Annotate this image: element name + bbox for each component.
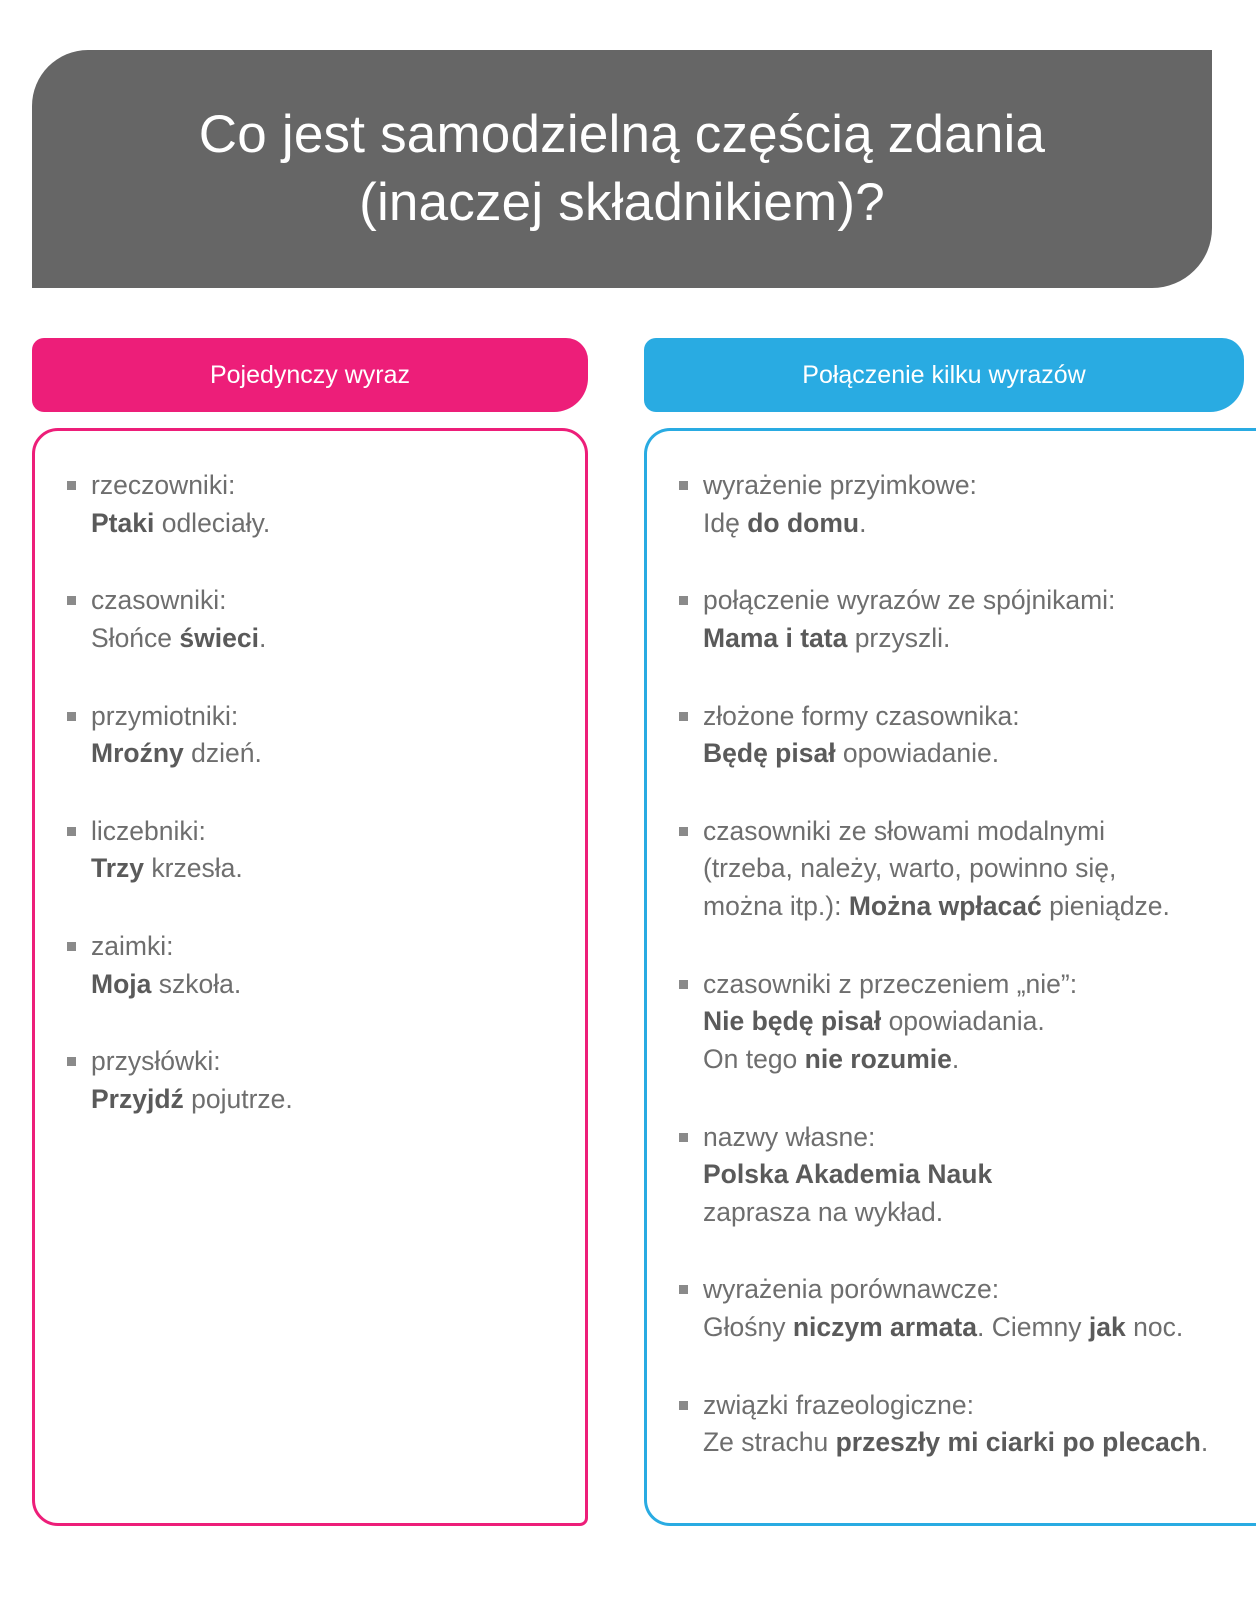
column-header-single-word: Pojedynczy wyraz [32, 338, 588, 412]
square-bullet-icon [67, 481, 76, 490]
page-title [199, 101, 1045, 237]
list-item-example: Przyjdź pojutrze. [91, 1083, 293, 1114]
list-item-example: Głośny niczym armata. Ciemny jak noc. [703, 1312, 1184, 1342]
list-item-example: Moja szkoła. [91, 968, 242, 999]
list-item-label: przymiotniki: [91, 700, 239, 731]
square-bullet-icon [67, 712, 76, 721]
list-item-label: wyrażenia porównawcze: [703, 1274, 1000, 1305]
list-item-label: nazwy własne: [703, 1121, 876, 1152]
list-item [677, 582, 1256, 657]
list-item [677, 467, 1256, 542]
single-word-list [65, 467, 567, 1119]
page-title-line-1: Co jest samodzielną częścią zdania [198, 105, 1046, 165]
column-header-word-group: Połączenie kilku wyrazów [644, 338, 1244, 412]
page-title-line-2: (inaczej składnikiem)? [359, 173, 885, 232]
list-item [65, 582, 567, 657]
list-item-example: Słońce świeci. [91, 622, 267, 653]
square-bullet-icon [679, 712, 688, 721]
square-bullet-icon [679, 1133, 688, 1142]
square-bullet-icon [679, 596, 688, 605]
list-item-label: przysłówki: [91, 1046, 221, 1077]
square-bullet-icon [679, 827, 688, 836]
list-item-example: Ze strachu przeszły mi ciarki po plecach. [703, 1427, 1209, 1458]
list-item-label: liczebniki: [91, 815, 206, 846]
list-item [65, 813, 567, 888]
list-item [677, 1387, 1256, 1462]
list-item [65, 928, 567, 1003]
list-item-label: rzeczowniki: [91, 470, 236, 500]
list-item [677, 698, 1256, 773]
square-bullet-icon [679, 1401, 688, 1410]
title-banner [32, 50, 1212, 288]
list-item [677, 1271, 1256, 1346]
square-bullet-icon [67, 827, 76, 836]
list-item-label: czasowniki: [91, 585, 227, 616]
square-bullet-icon [67, 942, 76, 951]
list-item-label: wyrażenie przyimkowe: [703, 470, 977, 500]
list-item [677, 1119, 1256, 1232]
list-item-example: Nie będę pisał opowiadania. On tego nie rozumie. [703, 1006, 1045, 1074]
square-bullet-icon [679, 481, 688, 490]
list-item-example: można itp.): Można wpłacać pieniądze. [703, 891, 1170, 921]
list-item [65, 698, 567, 773]
list-item-label: złożone formy czasownika: [703, 700, 1020, 731]
list-item-example: Trzy krzesła. [91, 853, 243, 884]
list-item-label: czasowniki ze słowami modalnymi (trzeba, należy, warto, powinno się, [703, 815, 1117, 884]
list-item-label: czasowniki z przeczeniem „nie”: [703, 968, 1078, 999]
list-item-label: związki frazeologiczne: [703, 1389, 975, 1420]
list-item [65, 1043, 567, 1118]
list-item-example: Będę pisał opowiadanie. [703, 738, 1000, 769]
square-bullet-icon [67, 1057, 76, 1066]
list-item [65, 467, 567, 542]
word-group-list [677, 467, 1256, 1462]
list-item [677, 813, 1256, 926]
list-item [677, 966, 1256, 1079]
column-body-single-word [32, 428, 588, 1526]
list-item-example: Mama i tata przyszli. [703, 622, 951, 653]
list-item-label: połączenie wyrazów ze spójnikami: [703, 585, 1116, 616]
list-item-example: Idę do domu. [703, 507, 867, 538]
list-item-label: zaimki: [91, 931, 174, 961]
column-body-word-group [644, 428, 1256, 1526]
square-bullet-icon [67, 596, 76, 605]
list-item-example: Polska Akademia Nauk zaprasza na wykład. [703, 1159, 993, 1227]
square-bullet-icon [679, 1285, 688, 1294]
list-item-example: Ptaki odleciały. [91, 507, 271, 538]
square-bullet-icon [679, 980, 688, 989]
column-single-word [32, 338, 588, 1526]
column-word-group [644, 338, 1244, 1526]
list-item-example: Mroźny dzień. [91, 738, 262, 769]
